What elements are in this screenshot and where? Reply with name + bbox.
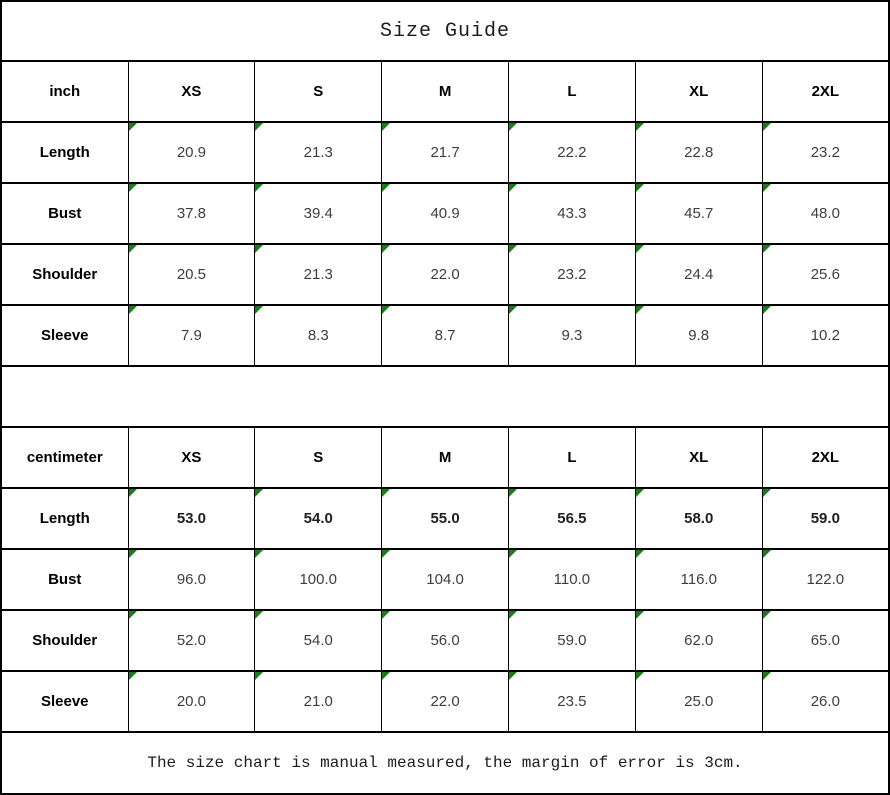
cell-marker-triangle-icon [636, 306, 644, 314]
size-value: 22.0 [430, 266, 460, 283]
size-column-header: XL [635, 427, 762, 488]
cell-marker-triangle-icon [763, 611, 771, 619]
measurement-label: Bust [1, 549, 128, 610]
cell-marker-triangle-icon [382, 184, 390, 192]
size-value-cell [635, 488, 762, 549]
size-value: 25.0 [684, 693, 714, 710]
cell-marker-triangle-icon [763, 672, 771, 680]
size-value: 9.3 [561, 327, 583, 344]
size-value: 25.6 [810, 266, 840, 283]
size-value-cell [382, 244, 509, 305]
size-value: 26.0 [810, 693, 840, 710]
cell-marker-triangle-icon [509, 550, 517, 558]
size-value-cell [508, 488, 635, 549]
cell-marker-triangle-icon [636, 550, 644, 558]
table-row [1, 549, 889, 610]
size-value-cell [508, 305, 635, 366]
size-value-cell [762, 488, 889, 549]
size-value: 116.0 [680, 571, 717, 588]
size-value: 21.3 [303, 266, 333, 283]
size-value: 21.3 [303, 144, 333, 161]
size-value-cell [255, 305, 382, 366]
size-value-cell [635, 305, 762, 366]
size-value: 20.0 [176, 693, 207, 710]
size-value: 22.2 [557, 144, 587, 161]
cell-marker-triangle-icon [763, 489, 771, 497]
cell-marker-triangle-icon [636, 245, 644, 253]
cell-marker-triangle-icon [129, 245, 137, 253]
footer-note: The size chart is manual measured, the margin of error is 3cm. [1, 732, 889, 794]
cell-marker-triangle-icon [509, 184, 517, 192]
cell-marker-triangle-icon [129, 489, 137, 497]
size-column-header: XS [128, 427, 255, 488]
size-value-cell [382, 183, 509, 244]
size-value: 122.0 [806, 571, 845, 588]
size-value-cell [128, 610, 255, 671]
size-value-cell [508, 122, 635, 183]
size-value-cell [128, 244, 255, 305]
unit-header: inch [1, 61, 128, 122]
size-value: 10.2 [810, 327, 840, 344]
cell-marker-triangle-icon [129, 184, 137, 192]
size-value: 59.0 [557, 632, 587, 649]
cell-marker-triangle-icon [255, 123, 263, 131]
cell-marker-triangle-icon [636, 123, 644, 131]
size-value: 56.0 [430, 632, 460, 649]
cell-marker-triangle-icon [509, 245, 517, 253]
size-value-cell [508, 671, 635, 732]
cell-marker-triangle-icon [382, 123, 390, 131]
cell-marker-triangle-icon [509, 123, 517, 131]
size-value: 22.8 [684, 144, 714, 161]
cell-marker-triangle-icon [255, 611, 263, 619]
size-value: 65.0 [810, 632, 840, 649]
size-value-cell [382, 549, 509, 610]
size-column-header: M [382, 61, 509, 122]
size-column-header: L [508, 61, 635, 122]
size-value-cell [508, 244, 635, 305]
size-column-header: L [508, 427, 635, 488]
size-value-cell [762, 244, 889, 305]
cell-marker-triangle-icon [763, 306, 771, 314]
size-value: 55.0 [430, 510, 460, 527]
size-value-cell [635, 183, 762, 244]
size-value-cell [128, 549, 255, 610]
cell-marker-triangle-icon [382, 611, 390, 619]
cell-marker-triangle-icon [129, 123, 137, 131]
size-column-header: S [255, 427, 382, 488]
size-value-cell [635, 244, 762, 305]
size-value: 53.0 [176, 510, 207, 527]
size-value: 96.0 [176, 571, 207, 588]
size-value-cell [255, 488, 382, 549]
cell-marker-triangle-icon [636, 489, 644, 497]
cell-marker-triangle-icon [382, 489, 390, 497]
size-value-cell [635, 122, 762, 183]
size-value: 39.4 [303, 205, 333, 222]
size-value: 110.0 [553, 571, 591, 588]
size-value-cell [128, 488, 255, 549]
cell-marker-triangle-icon [763, 123, 771, 131]
size-value: 104.0 [426, 571, 464, 588]
cell-marker-triangle-icon [255, 489, 263, 497]
size-guide-table-body [1, 1, 889, 794]
title-row [1, 1, 889, 61]
table-row [1, 244, 889, 305]
cell-marker-triangle-icon [763, 550, 771, 558]
cell-marker-triangle-icon [255, 245, 263, 253]
cell-marker-triangle-icon [129, 550, 137, 558]
size-column-header: XS [128, 61, 255, 122]
size-value: 59.0 [810, 510, 840, 527]
measurement-label: Length [1, 122, 128, 183]
table-row [1, 488, 889, 549]
size-value: 58.0 [684, 510, 714, 527]
size-value: 23.2 [810, 144, 840, 161]
size-value-cell [128, 183, 255, 244]
size-value: 37.8 [176, 205, 207, 222]
size-value: 22.0 [430, 693, 460, 710]
size-value-cell [128, 671, 255, 732]
size-value-cell [255, 183, 382, 244]
size-value: 54.0 [303, 510, 333, 527]
size-value-cell [635, 610, 762, 671]
cell-marker-triangle-icon [382, 550, 390, 558]
size-value: 54.0 [303, 632, 333, 649]
size-value: 23.5 [557, 693, 587, 710]
size-value: 43.3 [557, 205, 587, 222]
spacer-row [1, 366, 889, 427]
cell-marker-triangle-icon [763, 245, 771, 253]
cell-marker-triangle-icon [509, 306, 517, 314]
size-value: 56.5 [557, 510, 587, 527]
cell-marker-triangle-icon [636, 184, 644, 192]
measurement-label: Shoulder [1, 244, 128, 305]
section-spacer [1, 366, 889, 427]
size-value: 20.9 [176, 144, 207, 161]
size-value: 20.5 [176, 266, 207, 283]
cell-marker-triangle-icon [509, 489, 517, 497]
size-value: 21.0 [303, 693, 333, 710]
cell-marker-triangle-icon [255, 306, 263, 314]
size-value-cell [508, 610, 635, 671]
cell-marker-triangle-icon [129, 611, 137, 619]
size-value-cell [128, 305, 255, 366]
cell-marker-triangle-icon [763, 184, 771, 192]
size-value: 40.9 [430, 205, 460, 222]
measurement-label: Length [1, 488, 128, 549]
size-value-cell [382, 122, 509, 183]
cell-marker-triangle-icon [255, 550, 263, 558]
size-value-cell [762, 305, 889, 366]
measurement-label: Shoulder [1, 610, 128, 671]
measurement-label: Sleeve [1, 305, 128, 366]
size-value: 8.7 [434, 327, 456, 344]
size-value: 9.8 [688, 327, 710, 344]
size-value-cell [255, 549, 382, 610]
cell-marker-triangle-icon [509, 672, 517, 680]
cell-marker-triangle-icon [636, 672, 644, 680]
size-value-cell [128, 122, 255, 183]
size-column-header: M [382, 427, 509, 488]
cell-marker-triangle-icon [129, 672, 137, 680]
table-row [1, 183, 889, 244]
size-value: 100.0 [299, 571, 338, 588]
size-value-cell [635, 549, 762, 610]
size-value: 45.7 [684, 205, 714, 222]
cell-marker-triangle-icon [382, 245, 390, 253]
measurement-label: Bust [1, 183, 128, 244]
size-value-cell [762, 549, 889, 610]
size-value: 62.0 [684, 632, 714, 649]
cell-marker-triangle-icon [636, 611, 644, 619]
size-value: 7.9 [180, 327, 202, 344]
size-value-cell [382, 305, 509, 366]
size-value: 48.0 [810, 205, 840, 222]
size-column-header: 2XL [762, 427, 889, 488]
size-value: 8.3 [307, 327, 329, 344]
table-row [1, 671, 889, 732]
size-value-cell [255, 610, 382, 671]
size-value-cell [255, 244, 382, 305]
table-row [1, 122, 889, 183]
size-value-cell [762, 183, 889, 244]
size-value-cell [762, 671, 889, 732]
measurement-label: Sleeve [1, 671, 128, 732]
size-column-header: S [255, 61, 382, 122]
size-value-cell [762, 610, 889, 671]
size-value-cell [635, 671, 762, 732]
size-value-cell [382, 671, 509, 732]
size-value-cell [382, 610, 509, 671]
size-value-cell [255, 122, 382, 183]
size-value-cell [382, 488, 509, 549]
size-value-cell [508, 549, 635, 610]
cell-marker-triangle-icon [382, 672, 390, 680]
size-value: 24.4 [684, 266, 714, 283]
footer-row [1, 732, 889, 794]
table-row [1, 610, 889, 671]
cell-marker-triangle-icon [129, 306, 137, 314]
size-value-cell [762, 122, 889, 183]
header-row [1, 427, 889, 488]
unit-header: centimeter [1, 427, 128, 488]
size-value-cell [255, 671, 382, 732]
size-value: 23.2 [557, 266, 587, 283]
page-title: Size Guide [1, 1, 889, 61]
size-value: 21.7 [430, 144, 460, 161]
header-row [1, 61, 889, 122]
cell-marker-triangle-icon [255, 672, 263, 680]
size-value-cell [508, 183, 635, 244]
cell-marker-triangle-icon [255, 184, 263, 192]
size-column-header: XL [635, 61, 762, 122]
size-column-header: 2XL [762, 61, 889, 122]
cell-marker-triangle-icon [509, 611, 517, 619]
table-row [1, 305, 889, 366]
size-value: 52.0 [176, 632, 207, 649]
cell-marker-triangle-icon [382, 306, 390, 314]
